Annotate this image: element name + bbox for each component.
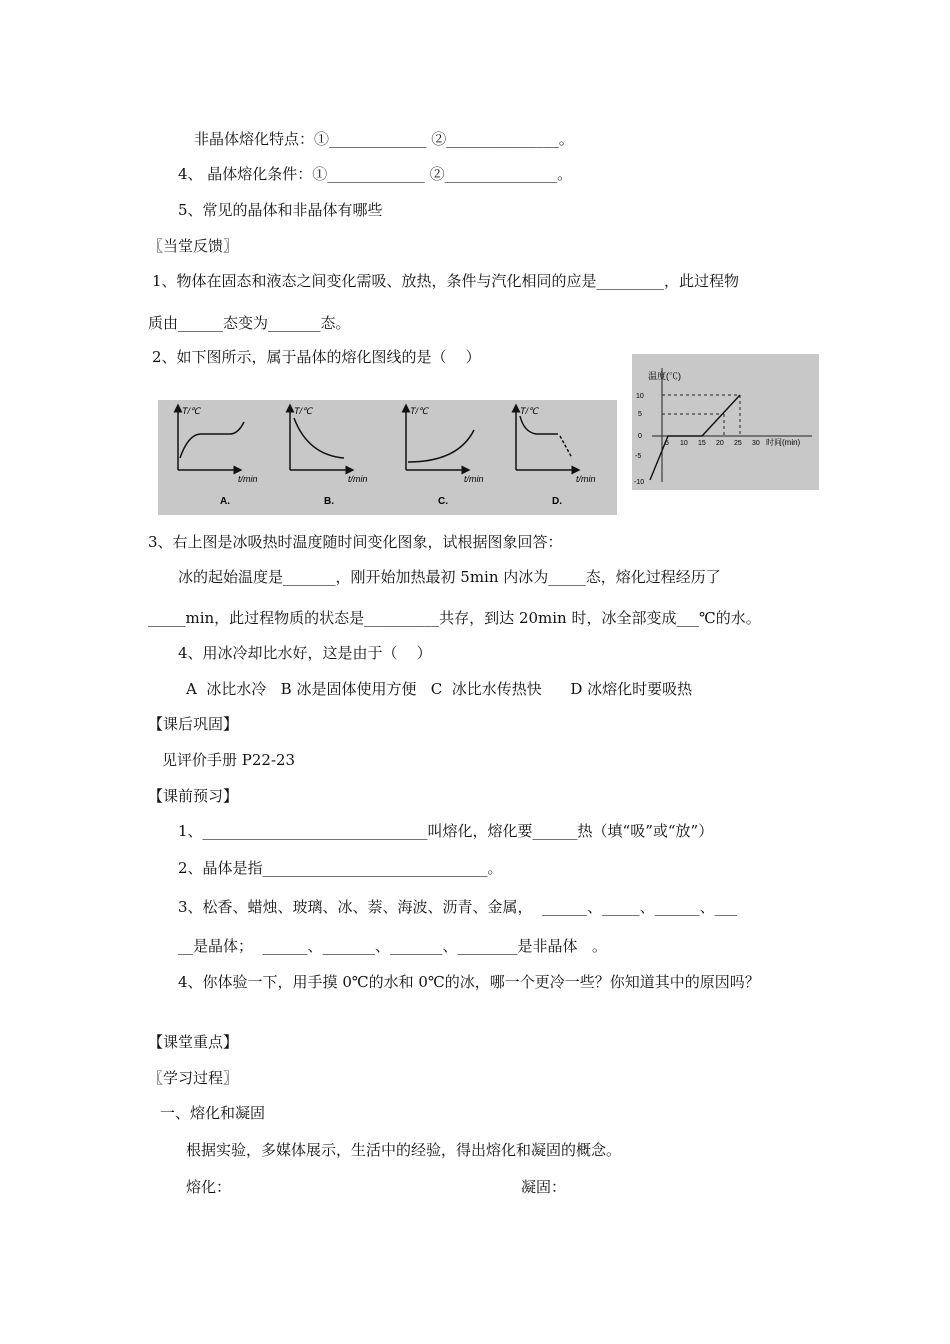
feedback-q3-line2: _____min，此过程物质的状态是__________共存，到达 20min 时，冰全部变成___℃的水。 [148,609,761,627]
section-learning-process: 〖学习过程〗 [148,1069,239,1087]
ice-chart-ylabel: 温度(℃) [648,371,681,381]
ice-x-tick-15: 15 [698,440,706,447]
subsection-melting-solidifying: 一、熔化和凝固 [160,1104,266,1122]
graph-c-ylabel: T/℃ [410,406,429,416]
graph-a-ylabel: T/℃ [182,406,201,416]
graph-d-option: D. [552,496,562,507]
preview-q3-cont: __是晶体； ______、_______、_______、________是非晶体 。 [178,937,607,955]
graph-b-option: B. [324,496,334,507]
ice-y-tick-10: 10 [636,393,644,400]
graph-c [406,406,484,507]
preview-q2: 2、晶体是指______________________________。 [178,859,503,877]
graph-d-xlabel: t/min [576,474,596,484]
feedback-q4-options: A 冰比水冷 B 冰是固体使用方便 C 冰比水传热快 D 冰熔化时要吸热 [186,680,693,698]
feedback-q3-line1: 冰的起始温度是_______，刚开始加热最初 5min 内冰为_____态，熔化过程经历了 [178,568,721,586]
ice-x-tick-30: 30 [752,440,760,447]
feedback-q1-cont: 质由______态变为_______态。 [148,314,351,332]
feedback-q2: 2、如下图所示，属于晶体的熔化图线的是（ ） [152,348,481,366]
graph-a-option: A. [220,496,230,507]
ice-x-tick-20: 20 [716,440,724,447]
melting-label: 熔化： [186,1178,232,1196]
solidifying-label: 凝固： [521,1178,567,1196]
crystal-melting-conditions: 4、 晶体熔化条件：①_____________ ②_______________。 [178,165,573,183]
ice-y-tick-0: 0 [638,433,642,440]
section-after-class: 【课后巩固】 [148,715,239,733]
graph-d-ylabel: T/℃ [520,406,539,416]
section-classroom-feedback: 〖当堂反馈〗 [148,237,239,255]
ice-chart-xlabel: 时间(min) [766,438,801,447]
amorphous-melting-features: 非晶体熔化特点：①_____________ ②_______________。 [194,130,574,148]
graph-d [516,406,596,507]
ice-y-tick-m10: -10 [634,479,645,486]
graph-b [290,406,368,507]
graph-b-xlabel: t/min [348,474,368,484]
melting-graphs-figure [158,400,617,515]
ice-x-tick-5: 5 [665,440,669,447]
feedback-q1: 1、物体在固态和液态之间变化需吸、放热，条件与汽化相同的应是_________，此过程物 [152,272,740,290]
graph-a [178,406,258,507]
ice-x-tick-25: 25 [734,440,742,447]
ice-y-tick-m5: -5 [635,453,642,460]
graph-c-xlabel: t/min [464,474,484,484]
ice-x-tick-10: 10 [680,440,688,447]
common-crystals-question: 5、常见的晶体和非晶体有哪些 [178,201,383,219]
graph-a-xlabel: t/min [238,474,258,484]
after-class-reference: 见评价手册 P22-23 [162,751,296,769]
section-preview: 【课前预习】 [148,787,239,805]
ice-y-tick-5: 5 [638,411,642,418]
ice-heating-curve [650,395,740,480]
feedback-q3: 3、右上图是冰吸热时温度随时间变化图象，试根据图象回答： [148,533,563,551]
concept-intro: 根据实验，多媒体展示，生活中的经验，得出熔化和凝固的概念。 [186,1141,622,1159]
preview-q4: 4、你体验一下，用手摸 0℃的水和 0℃的冰，哪一个更冷一些？你知道其中的原因吗？ [178,973,760,991]
graph-b-ylabel: T/℃ [294,406,313,416]
ice-heating-chart [632,354,819,490]
feedback-q4: 4、用冰冷却比水好，这是由于（ ） [178,644,432,662]
preview-q3: 3、松香、蜡烛、玻璃、冰、萘、海波、沥青、金属， ______、_____、______、___ [178,898,738,916]
section-key-points: 【课堂重点】 [148,1033,239,1051]
graph-c-option: C. [438,496,448,507]
preview-q1: 1、______________________________叫熔化，熔化要______热（填“吸”或“放”） [178,822,714,840]
